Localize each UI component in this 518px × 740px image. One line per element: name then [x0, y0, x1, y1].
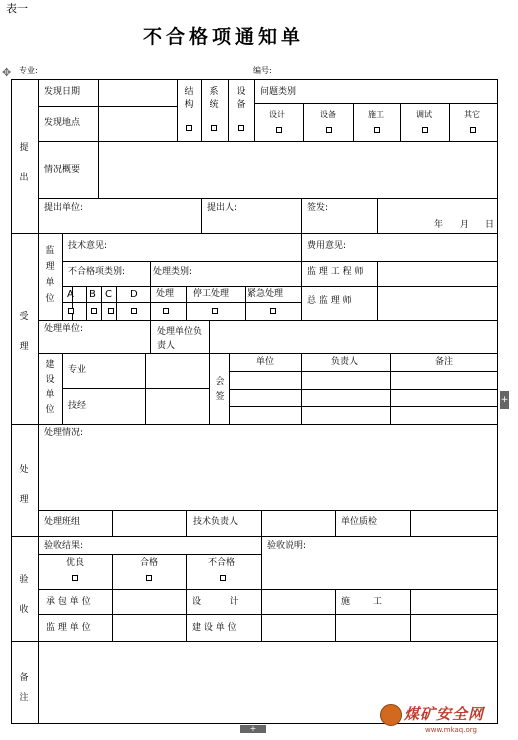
cost-opinion-label: 费用意见: — [307, 241, 347, 251]
handle-option-urgent-checkbox[interactable] — [270, 308, 276, 314]
handle-situation-label: 处理情况: — [44, 428, 84, 438]
handle-type-label: 处理类别: — [153, 267, 193, 277]
issue-type-other: 其它 — [464, 110, 480, 119]
equipment-checkbox[interactable] — [238, 125, 244, 131]
builder-label: 建 设 单 位 — [192, 623, 237, 633]
watermark-url: www.mkaq.org — [425, 726, 477, 734]
overview-label: 情况概要 — [44, 165, 81, 175]
grade-b-label: B — [89, 289, 96, 300]
issue-type-design-checkbox[interactable] — [276, 127, 282, 133]
handle-team-label: 处理班组 — [44, 517, 81, 527]
structure-label: 结构 — [184, 87, 194, 110]
countersign-unit-header: 单位 — [256, 357, 275, 367]
page-title: 不合格项通知单 — [143, 26, 305, 48]
countersign-label: 会签 — [215, 377, 225, 402]
handle-option-handle: 处理 — [156, 289, 175, 299]
section-label-raise: 提出 — [19, 143, 29, 183]
verify-result-label: 验收结果: — [44, 541, 84, 551]
expand-bottom-icon[interactable]: + — [240, 725, 266, 733]
structure-checkbox[interactable] — [186, 125, 192, 131]
builder-tech-econ-label: 技经 — [68, 401, 87, 411]
builder-major-label: 专业 — [68, 365, 87, 375]
grade-d-checkbox[interactable] — [131, 308, 137, 314]
section-label-remark: 备注 — [19, 673, 29, 703]
watermark-brand: 煤矿安全网 — [404, 705, 485, 723]
section-label-accept: 受理 — [19, 312, 29, 352]
countersign-note-header: 备注 — [435, 357, 454, 367]
tech-head-label: 技术负责人 — [193, 517, 239, 527]
date-year: 年 — [434, 220, 444, 230]
builder-unit-label: 建设单位 — [45, 360, 55, 415]
issue-type-construction-checkbox[interactable] — [374, 127, 380, 133]
chief-supervisor-label: 总 监 理 师 — [307, 296, 352, 306]
date-day: 日 — [485, 220, 495, 230]
system-checkbox[interactable] — [211, 125, 217, 131]
equipment-label: 设备 — [236, 87, 246, 110]
construction-label: 施 工 — [341, 597, 382, 607]
issue-type-commissioning: 调试 — [416, 110, 432, 119]
handle-option-stop-checkbox[interactable] — [212, 308, 218, 314]
issue-type-commissioning-checkbox[interactable] — [422, 127, 428, 133]
unit-qc-label: 单位质检 — [341, 517, 378, 527]
logo-icon — [380, 704, 402, 726]
handle-unit-head-label: 处理单位负责人 — [157, 327, 203, 351]
issue-type-label: 问题类别 — [260, 87, 297, 97]
verify-option-pass-checkbox[interactable] — [146, 575, 152, 581]
raise-unit-label: 提出单位: — [44, 203, 84, 213]
table-number: 表一 — [6, 2, 28, 15]
handle-option-stop: 停工处理 — [193, 289, 230, 299]
verify-option-excellent-checkbox[interactable] — [72, 575, 78, 581]
raiser-label: 提出人: — [207, 203, 238, 213]
issue-type-equipment-checkbox[interactable] — [326, 127, 332, 133]
grade-b-checkbox[interactable] — [91, 308, 97, 314]
handle-option-handle-checkbox[interactable] — [163, 308, 169, 314]
countersign-head-header: 负责人 — [331, 357, 359, 367]
verify-option-fail: 不合格 — [208, 558, 236, 568]
verify-option-excellent: 优良 — [66, 558, 85, 568]
issue-type-equipment: 设备 — [320, 110, 336, 119]
grade-a-checkbox[interactable] — [68, 308, 74, 314]
handle-unit-label: 处理单位: — [44, 324, 84, 334]
number-label: 编号: — [253, 66, 272, 75]
verify-explain-label: 验收说明: — [267, 541, 307, 551]
nonconf-type-label: 不合格项类别: — [68, 267, 126, 277]
system-label: 系统 — [209, 87, 219, 110]
found-date-label: 发现日期 — [44, 87, 81, 97]
verify-option-fail-checkbox[interactable] — [220, 575, 226, 581]
supervision-unit-label: 监理单位 — [45, 246, 55, 304]
major-label: 专业: — [19, 66, 38, 75]
issue-type-other-checkbox[interactable] — [470, 127, 476, 133]
issue-type-design: 设计 — [269, 110, 285, 119]
supervision-label: 监 理 单 位 — [46, 623, 91, 633]
section-label-verify: 验收 — [19, 575, 29, 615]
expand-right-icon[interactable]: + — [500, 391, 509, 409]
grade-d-label: D — [130, 289, 138, 300]
grade-c-checkbox[interactable] — [108, 308, 114, 314]
verify-option-pass: 合格 — [140, 558, 159, 568]
issued-label: 签发: — [307, 203, 329, 213]
move-handle-icon[interactable]: ✥ — [2, 66, 12, 79]
section-label-handle: 处理 — [19, 465, 29, 505]
design-label: 设 计 — [192, 597, 239, 607]
handle-option-urgent: 紧急处理 — [247, 289, 284, 299]
grade-c-label: C — [105, 289, 112, 300]
supervising-engineer-label: 监 理 工 程 师 — [307, 267, 364, 277]
issue-type-construction: 施工 — [368, 110, 384, 119]
tech-opinion-label: 技术意见: — [68, 241, 108, 251]
date-month: 月 — [460, 220, 470, 230]
grade-a-label: A — [67, 289, 74, 300]
found-place-label: 发现地点 — [44, 118, 81, 128]
contractor-label: 承 包 单 位 — [46, 597, 91, 607]
